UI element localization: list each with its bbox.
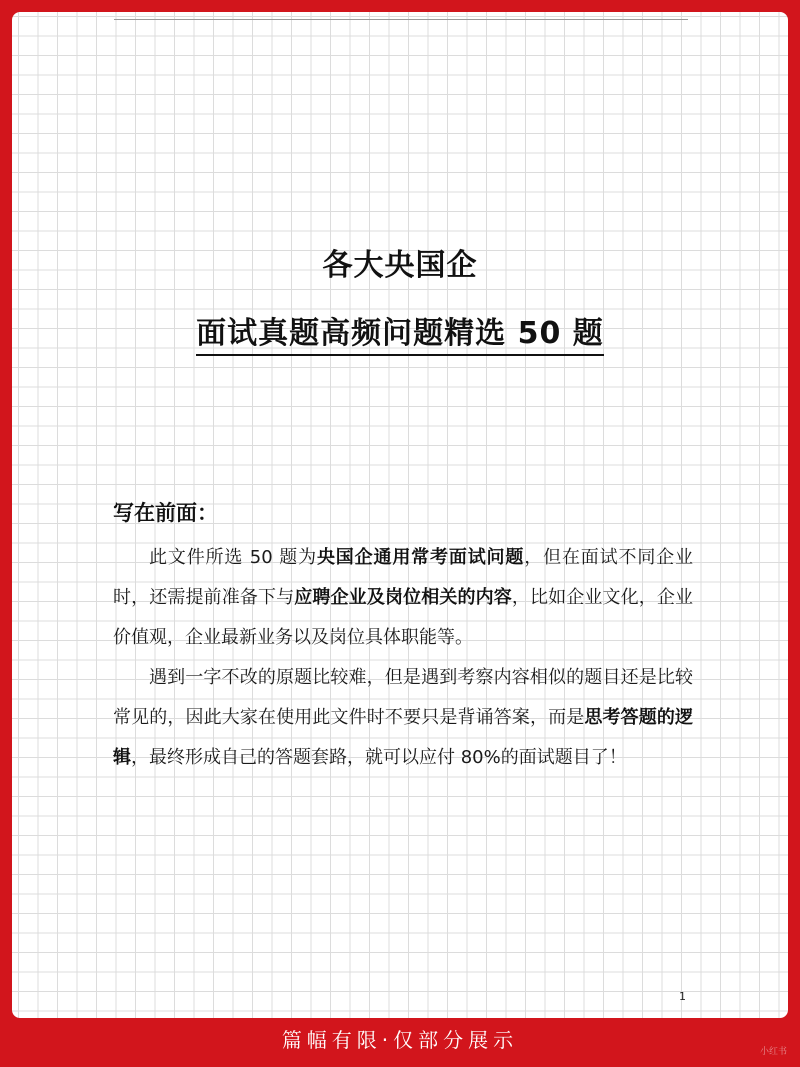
paragraph-bold-text: 应聘企业及岗位相关的内容 [294,587,512,608]
paragraph-text: 遇到一字不改的原题比较难，但是遇到考察内容相似的题目还是比较常见的，因此大家在使用此文件时不要只是背诵答案，而是 [113,667,693,728]
document-title: 各大央国企 [322,248,478,283]
intro-paragraph-2 [113,658,693,778]
document-subtitle: 面试真题高频问题精选 50 题 [196,308,604,356]
paragraph-bold-text: 央国企通用常考面试问题 [316,547,525,568]
header-divider [114,19,688,20]
section-heading: 写在前面： [113,501,218,525]
paragraph-text: ，但在面试不同企业时，还需提前准备下与 [113,547,694,608]
preview-notice: 篇幅有限·仅部分展示 [281,1028,519,1052]
document-page [12,12,788,1018]
paragraph-text: 此文件所选 50 题为 [149,547,317,568]
intro-paragraph-1 [113,538,693,658]
page-number: 1 [679,990,686,1003]
paragraph-text: ，比如企业文化，企业价值观，企业最新业务以及岗位具体职能等。 [113,587,694,648]
document-subtitle-wrap [12,308,788,356]
watermark-logo: 小红书 [760,1047,788,1057]
paragraph-text: ，最终形成自己的答题套路，就可以应付 80%的面试题目了！ [131,747,627,768]
paragraph-bold-text: 思考答题的逻辑 [113,707,694,768]
